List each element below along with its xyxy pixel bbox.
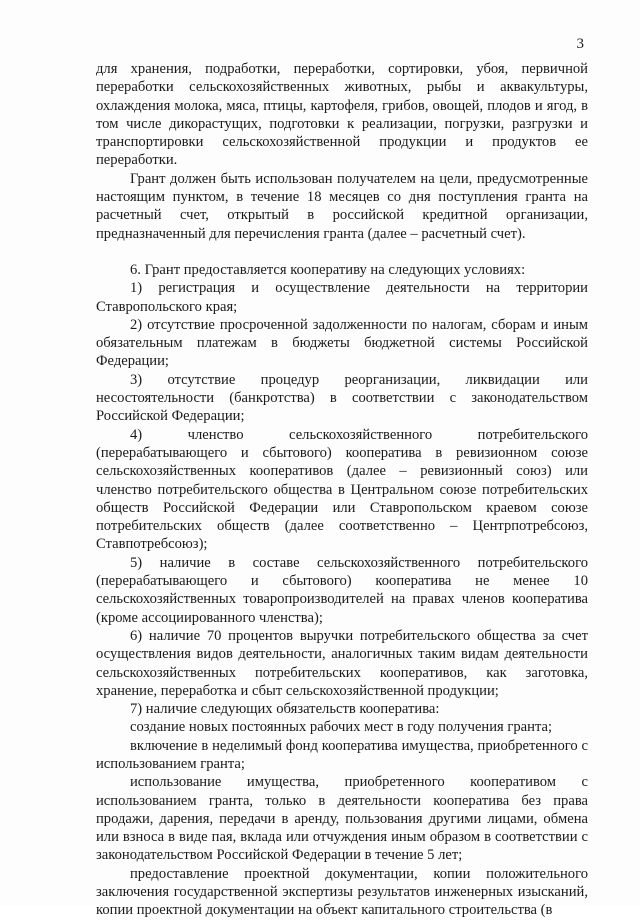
condition-4: 4) членство сельскохозяйственного потребительского (перерабатывающего и сбытового) кооператива в ревизионном союзе сельскохозяйственных кооперативов (далее – ревизионный союз) или членство потребительского общества в Центральном союзе потребительских обществ Российской Федерации или Ставропольском краевом союзе потребительских обществ (далее соответственно – Центрпотребсоюз, Ставпотребсоюз);	[96, 426, 588, 553]
paragraph-continuation: для хранения, подработки, переработки, сортировки, убоя, первичной переработки сельскохозяйственных животных, рыбы и аквакультуры, охлаждения молока, мяса, птицы, картофеля, грибов, овощей, плодов и ягод, в том числе дикорастущих, подготовки к реализации, погрузки, разгрузки и транспортировки сельскохозяйственной продукции и продуктов ее переработки.	[96, 61, 588, 169]
document-body	[96, 60, 588, 920]
condition-2: 2) отсутствие просроченной задолженности по налогам, сборам и иным обязательным платежам в бюджеты бюджетной системы Российской Федерации;	[96, 316, 588, 370]
condition-7: 7) наличие следующих обязательств кооператива:	[130, 701, 440, 718]
condition-3: 3) отсутствие процедур реорганизации, ликвидации или несостоятельности (банкротства) в соответствии с законодательством Российской Федерации;	[96, 371, 588, 425]
obligation-indivisible-fund: включение в неделимый фонд кооператива имущества, приобретенного с использованием гранта;	[96, 737, 588, 772]
condition-1: 1) регистрация и осуществление деятельности на территории Ставропольского края;	[96, 280, 588, 315]
obligation-property-use: использование имущества, приобретенного кооперативом с использованием гранта, только в деятельности кооператива без права продажи, дарения, передачи в аренду, пользования другими лицами, обмена или взноса в виде пая, вклада или отчуждения иным образом в соответствии с законодательством Российской Федерации в течение 5 лет;	[96, 774, 588, 864]
obligation-project-docs: предоставление проектной документации, копии положительного заключения государственной экспертизы результатов инженерных изысканий, копии проектной документации на объект капитального строительства (в	[96, 865, 588, 919]
obligation-jobs: создание новых постоянных рабочих мест в году получения гранта;	[130, 719, 553, 736]
page-number: 3	[576, 36, 584, 52]
paragraph-section-6: 6. Грант предоставляется кооперативу на следующих условиях:	[130, 261, 526, 278]
condition-5: 5) наличие в составе сельскохозяйственного потребительского (перерабатывающего и сбытового) кооператива не менее 10 сельскохозяйственных товаропроизводителей на правах членов кооператива (кроме ассоциированного членства);	[96, 554, 588, 626]
paragraph-grant-usage: Грант должен быть использован получателем на цели, предусмотренные настоящим пунктом, в течение 18 месяцев со дня поступления гранта на расчетный счет, открытый в российской кредитной организации, предназначенный для перечисления гранта (далее – расчетный счет).	[96, 170, 588, 242]
condition-6: 6) наличие 70 процентов выручки потребительского общества за счет осуществления видов деятельности, аналогичных таким видам деятельности сельскохозяйственных потребительских кооперативов, как заготовка, хранение, переработка и сбыт сельскохозяйственной продукции;	[96, 627, 588, 699]
